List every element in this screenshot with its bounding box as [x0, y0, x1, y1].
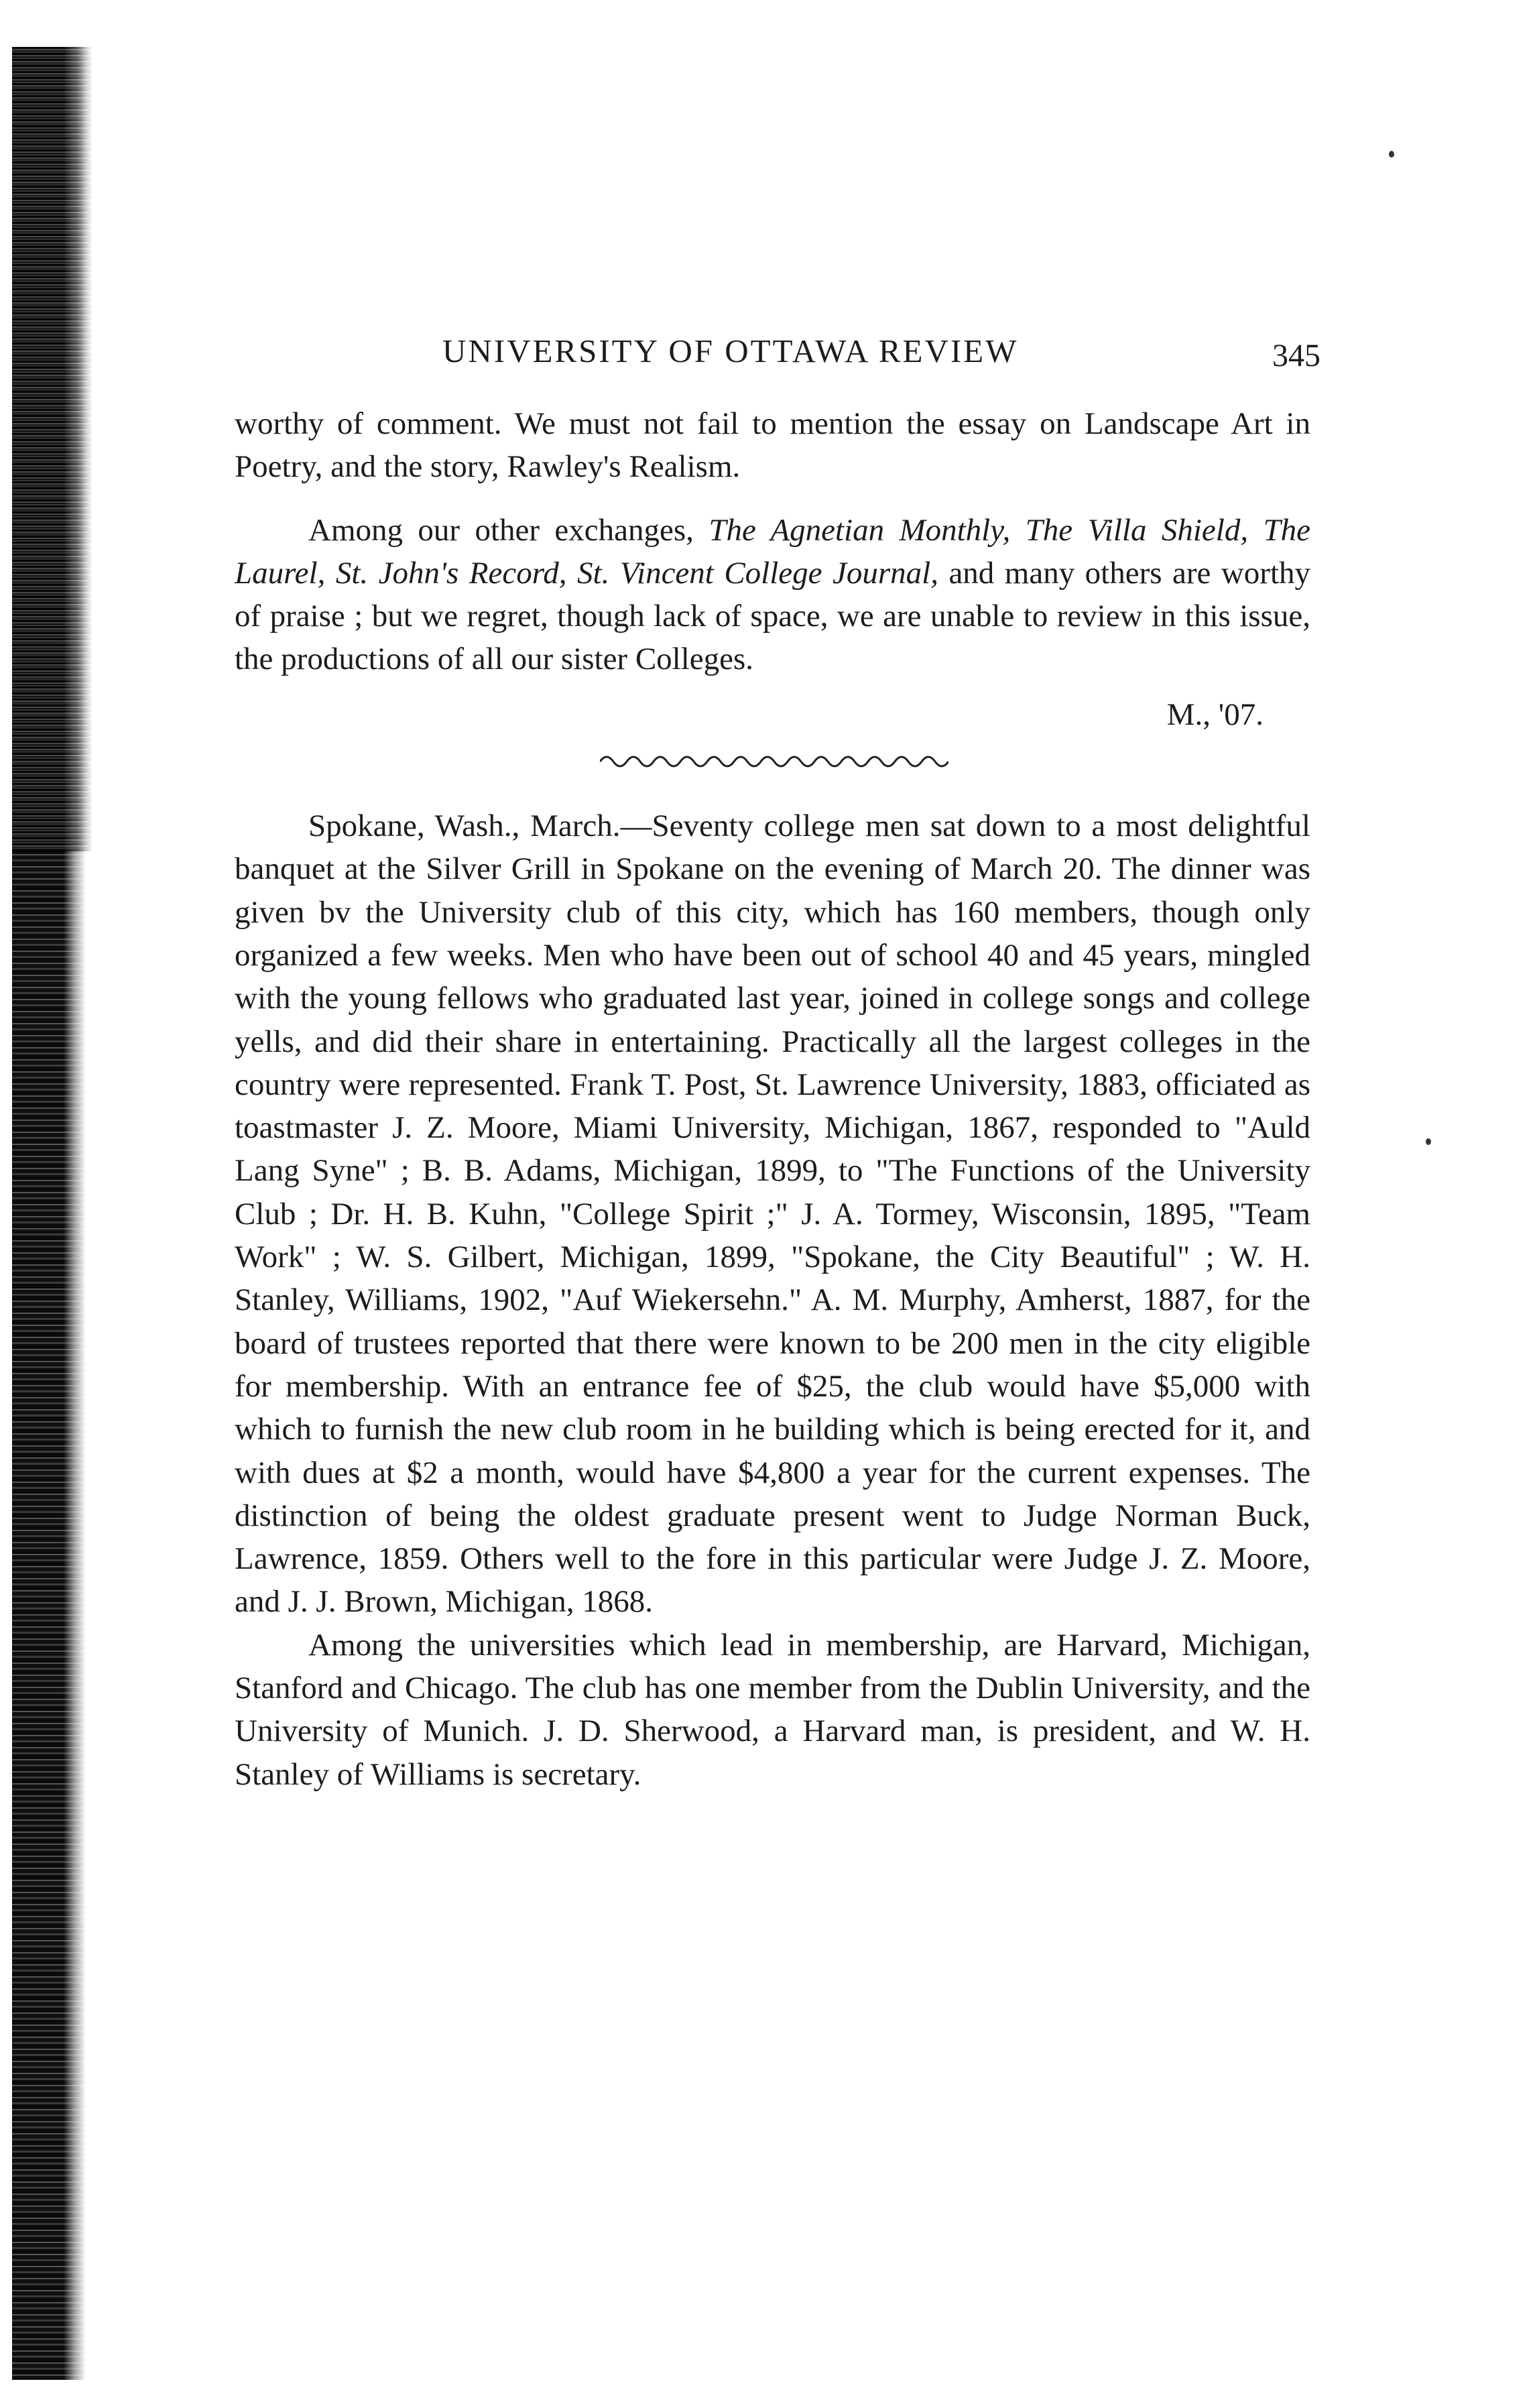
article-paragraph-membership: Among the universities which lead in membership, are Harvard, Michigan, Stanford and Chicago. The club has one member from the Dublin University, and the University of Munich. J. D. Sherwood, a Harvard man, is president, and W. H. Stanley of Williams is secretary. [235, 1627, 1310, 1792]
binding-shadow [12, 47, 93, 851]
signature: M., '07. [1166, 697, 1264, 732]
scan-speck [1389, 151, 1394, 158]
page-header [235, 332, 1320, 392]
exchange-intro: Among our other exchanges, [308, 512, 694, 548]
exchange-rest: and many others are worthy of praise ; but we regret, though lack of space, we are unable to review in this issue, the productions of all our sister Colleges. [235, 555, 1311, 677]
article-paragraph-banquet: Spokane, Wash., March.—Seventy college men sat down to a most delightful banquet at the Silver Grill in Spokane on the evening of March 20. The dinner was given bv the University club of this city, which has 160 members, though only organized a few weeks. Men who have been out of school 40 and 45 years, mingled with the young fellows who graduated last year, joined in college songs and college yells, and did their share in entertaining. Practically all the largest colleges in the country were represented. Frank T. Post, St. Lawrence University, 1883, officiated as toastmaster J. Z. Moore, Miami University, Michigan, 1867, responded to "Auld Lang Syne" ; B. B. Adams, Michigan, 1899, to "The Functions of the University Club ; Dr. H. B. Kuhn, "College Spirit ;" J. A. Tormey, Wisconsin, 1895, "Team Work" ; W. S. Gilbert, Michigan, 1899, "Spokane, the City Beautiful" ; W. H. Stanley, Williams, 1902, "Auf Wiekersehn." A. M. Murphy, Amherst, 1887, for the board of trustees reported that there were known to be 200 men in the city eligible for membership. With an entrance fee of $25, the club would have $5,000 with which to furnish the new club room in he building which is being erected for it, and with dues at $2 a month, would have $4,800 a year for the current expenses. The distinction of being the oldest graduate present went to Judge Norman Buck, Lawrence, 1859. Others well to the fore in this particular were Judge J. Z. Moore, and J. J. Brown, Michigan, 1868. [235, 808, 1310, 1620]
page-body [235, 402, 1310, 1796]
section-divider-ornament [600, 748, 948, 775]
exchange-titles: The Agnetian Monthly, The Villa Shield, The Laurel, St. John's Record, St. Vincent College Journal, [235, 512, 1310, 591]
running-head: UNIVERSITY OF OTTAWA REVIEW [442, 333, 1019, 369]
scan-speck [1426, 1138, 1431, 1145]
exchange-paragraph-continued: worthy of comment. We must not fail to mention the essay on Landscape Art in Poetry, and the story, Rawley's Realism. [235, 406, 1310, 485]
page-number: 345 [1272, 338, 1320, 373]
exchange-paragraph-others [235, 509, 1310, 681]
